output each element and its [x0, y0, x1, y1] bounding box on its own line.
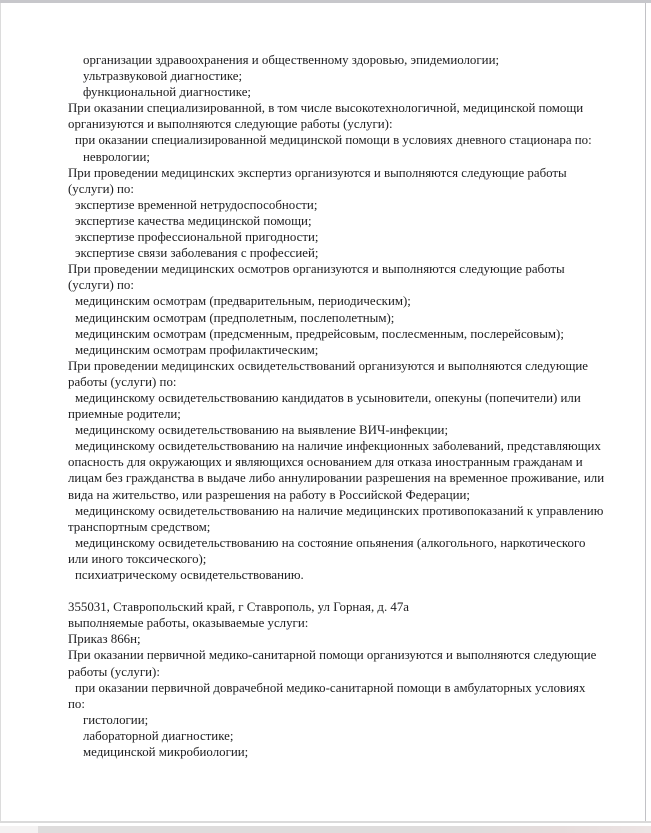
text-line: вида на жительство, или разрешения на работу в Российской Федерации;	[68, 487, 471, 502]
text-line: организуются и выполняются следующие работы (услуги):	[68, 117, 393, 132]
text-line: транспортным средством;	[68, 519, 211, 534]
text-line: При оказании специализированной, в том числе высокотехнологичной, медицинской помощи	[68, 101, 584, 116]
text-line-address: 355031, Ставропольский край, г Ставрополь, ул Горная, д. 47а	[68, 600, 410, 615]
text-line: выполняемые работы, оказываемые услуги:	[68, 616, 309, 631]
text-line: опасность для окружающих и являющихся основанием для отказа иностранным гражданам и	[68, 455, 583, 470]
text-line: При проведении медицинских экспертиз организуются и выполняются следующие работы	[68, 165, 567, 180]
text-line: медицинскому освидетельствованию на состояние опьянения (алкогольного, наркотического	[75, 535, 586, 550]
page-left-border	[0, 3, 1, 822]
text-line: медицинским осмотрам (предварительным, периодическим);	[75, 294, 411, 309]
text-line: медицинским осмотрам профилактическим;	[75, 342, 319, 357]
text-line: экспертизе связи заболевания с профессией;	[75, 246, 319, 261]
horizontal-scrollbar[interactable]	[0, 826, 651, 833]
text-line: медицинским осмотрам (предсменным, предрейсовым, послесменным, послерейсовым);	[75, 326, 564, 341]
text-line: медицинским осмотрам (предполетным, послеполетным);	[75, 310, 395, 325]
text-line: приемные родители;	[68, 407, 181, 422]
text-line: (услуги) по:	[68, 181, 134, 196]
document-text-block	[68, 52, 643, 760]
text-line: или иного токсического);	[68, 551, 207, 566]
text-line: медицинскому освидетельствованию на наличие медицинских противопоказаний к управлению	[75, 503, 604, 518]
text-line: медицинской микробиологии;	[83, 745, 249, 760]
text-line: неврологии;	[83, 149, 150, 164]
text-line: (услуги) по:	[68, 278, 134, 293]
text-line: по:	[68, 696, 85, 711]
horizontal-scrollbar-thumb[interactable]	[38, 826, 651, 833]
text-line: медицинскому освидетельствованию на выявление ВИЧ-инфекции;	[75, 423, 449, 438]
text-line: экспертизе профессиональной пригодности;	[75, 230, 319, 245]
text-line: при оказании первичной доврачебной медико-санитарной помощи в амбулаторных условиях	[75, 680, 586, 695]
text-line: психиатрическому освидетельствованию.	[75, 568, 304, 582]
page-bottom-border	[0, 821, 651, 823]
text-line: лабораторной диагностике;	[83, 728, 234, 743]
text-line: организации здравоохранения и общественному здоровью, эпидемиологии;	[83, 53, 500, 67]
text-line: ультразвуковой диагностике;	[83, 69, 243, 84]
blank-line	[68, 583, 643, 599]
text-line: при оказании специализированной медицинской помощи в условиях дневного стационара по:	[75, 133, 592, 148]
text-line: экспертизе качества медицинской помощи;	[75, 213, 312, 228]
page-right-border	[645, 3, 646, 822]
text-line: При проведении медицинских освидетельствований организуются и выполняются следующие	[68, 358, 589, 373]
text-line: лицам без гражданства в выдаче либо аннулировании разрешения на временное проживание, или	[68, 471, 605, 486]
text-line: медицинскому освидетельствованию на наличие инфекционных заболеваний, представляющих	[75, 439, 601, 454]
text-line: работы (услуги):	[68, 664, 160, 679]
window-top-edge	[0, 0, 651, 3]
text-line: гистологии;	[83, 712, 149, 727]
text-line: При оказании первичной медико-санитарной помощи организуются и выполняются следующие	[68, 648, 597, 663]
text-line: Приказ 866н;	[68, 632, 141, 647]
text-line: работы (услуги) по:	[68, 374, 177, 389]
text-line: функциональной диагностике;	[83, 85, 252, 100]
text-line: При проведении медицинских осмотров организуются и выполняются следующие работы	[68, 262, 565, 277]
text-line: медицинскому освидетельствованию кандидатов в усыновители, опекуны (попечители) или	[75, 390, 581, 405]
text-line: экспертизе временной нетрудоспособности;	[75, 197, 318, 212]
